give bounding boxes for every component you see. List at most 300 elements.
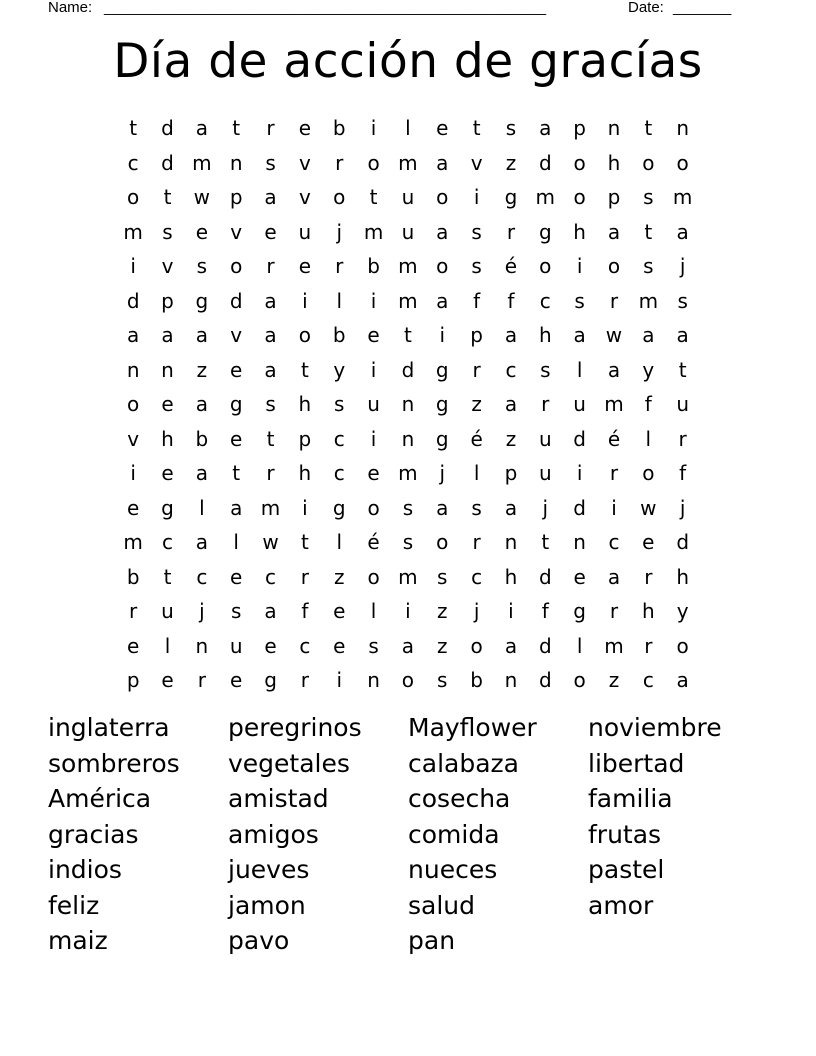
grid-letter: g — [435, 392, 449, 416]
grid-letter: a — [264, 599, 277, 623]
grid-letter: a — [504, 633, 518, 658]
grid-letter: o — [401, 668, 415, 692]
grid-row — [116, 663, 700, 698]
grid-letter: e — [298, 254, 312, 278]
grid-letter: t — [163, 564, 172, 589]
grid-letter: u — [401, 185, 415, 209]
grid-letter: s — [437, 564, 448, 589]
grid-letter: j — [473, 599, 480, 623]
grid-letter: j — [679, 254, 686, 278]
grid-letter: u — [573, 392, 586, 416]
grid-letter: t — [369, 185, 378, 209]
grid-letter: f — [507, 288, 515, 313]
grid-letter: s — [643, 254, 654, 278]
grid-letter: b — [332, 116, 346, 140]
word-list-item: frutas — [588, 819, 662, 849]
grid-letter: p — [470, 323, 483, 347]
grid-letter: e — [161, 461, 174, 485]
grid-letter: b — [332, 323, 346, 347]
grid-letter: m — [363, 219, 384, 244]
grid-letter: g — [229, 392, 243, 416]
grid-letter: w — [193, 185, 211, 209]
grid-letter: z — [196, 357, 208, 382]
grid-letter: a — [539, 116, 552, 140]
grid-letter: s — [643, 185, 654, 209]
grid-row — [116, 387, 700, 422]
grid-letter: h — [298, 392, 312, 416]
word-list-item: sombreros — [48, 748, 180, 778]
grid-letter: t — [232, 116, 241, 140]
grid-letter: e — [230, 564, 243, 589]
grid-letter: t — [472, 116, 481, 140]
grid-letter: t — [678, 357, 687, 382]
grid-letter: t — [163, 185, 172, 209]
grid-letter: a — [607, 564, 621, 589]
grid-letter: a — [264, 288, 277, 313]
grid-letter: i — [302, 495, 308, 520]
grid-letter: a — [504, 495, 518, 520]
word-list-item: amistad — [228, 784, 329, 813]
grid-letter: e — [573, 564, 586, 589]
grid-letter: g — [161, 495, 174, 520]
grid-letter: é — [504, 254, 518, 278]
grid-letter: z — [505, 150, 517, 175]
grid-letter: d — [538, 668, 552, 692]
grid-letter: a — [127, 323, 140, 347]
grid-letter: o — [470, 633, 483, 658]
word-list-item: inglaterra — [48, 713, 170, 742]
date-field-line: _______ — [673, 0, 732, 16]
grid-letter: a — [607, 219, 621, 244]
grid-letter: s — [265, 392, 276, 416]
grid-letter: i — [302, 288, 308, 313]
grid-letter: o — [573, 150, 586, 175]
grid-letter: e — [264, 219, 277, 244]
grid-letter: s — [471, 495, 482, 520]
word-list-item: comida — [408, 819, 500, 849]
grid-letter: t — [644, 219, 653, 244]
grid-letter: c — [471, 564, 483, 589]
word-list-item: vegetales — [228, 748, 350, 778]
grid-letter: s — [334, 392, 345, 416]
grid-letter: u — [538, 461, 552, 485]
grid-letter: r — [300, 564, 309, 589]
grid-letter: n — [607, 116, 621, 140]
grid-row — [116, 491, 700, 526]
word-list-item: jamon — [228, 890, 306, 920]
grid-letter: h — [676, 564, 690, 589]
grid-letter: s — [437, 668, 448, 692]
grid-letter: e — [161, 392, 174, 416]
grid-letter: f — [541, 599, 549, 623]
grid-letter: o — [573, 668, 586, 692]
grid-letter: f — [473, 288, 481, 313]
grid-letter: e — [195, 219, 209, 244]
grid-letter: m — [398, 461, 418, 485]
grid-letter: s — [574, 288, 585, 313]
grid-letter: o — [436, 185, 449, 209]
word-list-item: indios — [48, 855, 122, 884]
grid-letter: l — [405, 116, 411, 140]
grid-letter: c — [505, 357, 517, 382]
grid-letter: e — [230, 357, 243, 382]
grid-letter: o — [127, 392, 140, 416]
grid-letter: n — [229, 150, 243, 175]
grid-letter: v — [230, 323, 243, 347]
grid-letter: a — [676, 668, 689, 692]
grid-row — [116, 215, 700, 250]
grid-letter: r — [472, 530, 481, 554]
grid-letter: y — [333, 357, 346, 382]
grid-letter: v — [298, 150, 311, 175]
grid-letter: r — [129, 599, 138, 623]
grid-letter: m — [260, 495, 281, 520]
grid-letter: o — [333, 185, 346, 209]
grid-letter: s — [162, 219, 173, 244]
grid-letter: z — [333, 564, 345, 589]
grid-letter: v — [470, 150, 483, 175]
grid-letter: d — [538, 564, 552, 589]
grid-letter: f — [301, 599, 309, 623]
grid-letter: i — [439, 323, 446, 347]
grid-row — [116, 456, 700, 491]
grid-letter: z — [505, 426, 517, 451]
grid-letter: a — [504, 323, 518, 347]
grid-letter: m — [398, 564, 418, 589]
grid-letter: b — [470, 668, 483, 692]
grid-letter: c — [333, 461, 345, 485]
grid-letter: n — [676, 116, 690, 140]
grid-letter: l — [370, 599, 377, 623]
word-list-item: nueces — [408, 855, 498, 884]
grid-letter: u — [161, 599, 174, 623]
grid-letter: b — [195, 426, 209, 451]
grid-letter: r — [197, 668, 206, 692]
grid-letter: a — [195, 530, 208, 554]
grid-letter: e — [367, 323, 380, 347]
grid-letter: r — [266, 254, 275, 278]
grid-letter: e — [127, 495, 140, 520]
grid-letter: t — [300, 357, 309, 382]
grid-letter: r — [472, 357, 481, 382]
name-label: Name: — [48, 0, 93, 16]
grid-letter: a — [676, 219, 689, 244]
grid-letter: e — [264, 633, 277, 658]
grid-letter: a — [436, 288, 449, 313]
grid-letter: a — [264, 323, 277, 347]
grid-letter: i — [576, 254, 583, 278]
grid-letter: e — [127, 633, 140, 658]
grid-letter: i — [370, 426, 377, 451]
grid-letter: d — [538, 633, 552, 658]
grid-letter: f — [644, 392, 652, 416]
grid-letter: h — [298, 461, 312, 485]
grid-letter: m — [638, 288, 659, 313]
grid-letter: u — [401, 219, 415, 244]
grid-letter: t — [129, 116, 138, 140]
grid-letter: v — [127, 426, 140, 451]
grid-letter: c — [608, 530, 620, 554]
grid-letter: c — [127, 150, 139, 175]
grid-letter: e — [230, 668, 243, 692]
grid-letter: o — [607, 254, 621, 278]
grid-letter: m — [123, 219, 143, 244]
grid-letter: d — [401, 357, 415, 382]
grid-letter: s — [402, 495, 414, 520]
grid-letter: e — [367, 461, 380, 485]
grid-letter: r — [266, 116, 275, 140]
grid-letter: m — [398, 288, 418, 313]
grid-letter: o — [127, 185, 140, 209]
grid-letter: u — [367, 392, 380, 416]
grid-letter: o — [230, 254, 243, 278]
grid-letter: s — [368, 633, 379, 658]
grid-letter: z — [471, 392, 482, 416]
grid-letter: s — [471, 254, 482, 278]
page-title: Día de acción de gracías — [113, 34, 703, 89]
grid-letter: u — [229, 633, 243, 658]
word-list-item: familia — [588, 784, 673, 813]
grid-letter: y — [642, 357, 655, 382]
grid-row — [116, 560, 700, 595]
grid-letter: p — [126, 668, 140, 692]
grid-letter: o — [367, 150, 380, 175]
grid-letter: n — [126, 357, 140, 382]
grid-letter: o — [676, 150, 689, 175]
grid-letter: a — [264, 357, 277, 382]
grid-letter: r — [541, 392, 550, 416]
grid-letter: a — [195, 323, 208, 347]
grid-letter: é — [470, 426, 483, 451]
name-field-line: _____________________________________________________ — [104, 0, 547, 16]
grid-letter: j — [439, 461, 446, 485]
grid-letter: d — [161, 150, 174, 175]
grid-letter: i — [473, 185, 480, 209]
grid-letter: h — [161, 426, 174, 451]
grid-letter: g — [332, 495, 346, 520]
word-list — [48, 710, 768, 959]
grid-letter: n — [504, 530, 518, 554]
grid-letter: r — [335, 150, 344, 175]
grid-letter: d — [126, 288, 140, 313]
grid-letter: i — [370, 288, 377, 313]
grid-row — [116, 525, 700, 560]
grid-letter: h — [538, 323, 552, 347]
grid-letter: a — [161, 323, 174, 347]
grid-letter: s — [196, 254, 208, 278]
grid-letter: t — [266, 426, 275, 451]
grid-letter: d — [161, 116, 174, 140]
grid-letter: c — [162, 530, 174, 554]
word-list-item: noviembre — [588, 713, 722, 742]
grid-letter: t — [300, 530, 309, 554]
grid-letter: o — [367, 495, 380, 520]
grid-letter: t — [541, 530, 550, 554]
grid-letter: v — [298, 185, 311, 209]
grid-letter: e — [161, 668, 174, 692]
word-list-item: salud — [408, 890, 476, 920]
grid-letter: n — [573, 530, 586, 554]
grid-letter: a — [436, 495, 449, 520]
grid-letter: w — [605, 323, 623, 347]
grid-letter: r — [609, 461, 619, 485]
grid-row — [116, 111, 700, 146]
grid-letter: w — [640, 495, 657, 520]
word-list-item: libertad — [588, 748, 685, 778]
grid-row — [116, 629, 700, 664]
grid-letter: a — [195, 116, 208, 140]
word-list-item: peregrinos — [228, 713, 362, 742]
grid-letter: r — [609, 288, 619, 313]
grid-letter: n — [401, 392, 415, 416]
word-list-item: pastel — [588, 855, 665, 884]
date-label: Date: — [628, 0, 664, 16]
grid-letter: t — [644, 116, 653, 140]
grid-letter: é — [367, 530, 380, 554]
grid-letter: l — [336, 530, 343, 554]
grid-letter: g — [195, 288, 209, 313]
grid-letter: h — [607, 150, 621, 175]
grid-letter: m — [604, 392, 624, 416]
grid-letter: s — [265, 150, 276, 175]
grid-letter: s — [471, 219, 482, 244]
grid-letter: b — [367, 254, 380, 278]
grid-letter: a — [264, 185, 277, 209]
word-list-item: amor — [588, 890, 654, 920]
word-list-item: jueves — [228, 855, 310, 884]
grid-letter: g — [435, 426, 449, 451]
word-list-item: maiz — [48, 926, 108, 955]
grid-letter: v — [230, 219, 243, 244]
word-list-item: cosecha — [408, 784, 511, 813]
grid-letter: j — [679, 495, 686, 520]
grid-row — [116, 146, 700, 181]
grid-letter: a — [573, 323, 586, 347]
grid-letter: i — [370, 116, 377, 140]
word-list-item: amigos — [228, 819, 319, 849]
grid-row — [116, 180, 700, 215]
grid-letter: h — [573, 219, 586, 244]
grid-letter: r — [300, 668, 309, 692]
grid-letter: i — [405, 599, 411, 623]
grid-letter: a — [607, 357, 621, 382]
grid-letter: g — [504, 185, 518, 209]
grid-letter: m — [398, 150, 418, 175]
grid-letter: m — [123, 530, 143, 554]
grid-letter: d — [676, 530, 690, 554]
grid-letter: e — [642, 530, 655, 554]
grid-letter: l — [164, 633, 171, 658]
grid-letter: r — [644, 633, 653, 658]
grid-letter: c — [333, 426, 345, 451]
grid-letter: m — [192, 150, 212, 175]
grid-row — [116, 284, 700, 319]
grid-letter: p — [573, 116, 586, 140]
grid-letter: t — [404, 323, 412, 347]
grid-letter: r — [609, 599, 619, 623]
grid-letter: n — [195, 633, 209, 658]
grid-letter: g — [264, 668, 277, 692]
grid-letter: a — [230, 495, 243, 520]
grid-letter: b — [126, 564, 140, 589]
grid-letter: p — [161, 288, 174, 313]
grid-letter: s — [505, 116, 517, 140]
grid-letter: z — [608, 668, 620, 692]
grid-row — [116, 353, 700, 388]
grid-letter: d — [229, 288, 243, 313]
grid-letter: n — [367, 668, 380, 692]
grid-letter: e — [436, 116, 449, 140]
grid-letter: a — [504, 392, 518, 416]
grid-letter: s — [540, 357, 551, 382]
grid-letter: s — [230, 599, 242, 623]
grid-letter: j — [336, 219, 343, 244]
grid-letter: g — [435, 357, 449, 382]
grid-row — [116, 422, 700, 457]
grid-letter: r — [335, 254, 344, 278]
grid-letter: r — [266, 461, 275, 485]
grid-letter: a — [195, 461, 208, 485]
word-list-item: Mayflower — [408, 713, 537, 742]
grid-letter: m — [398, 254, 418, 278]
grid-letter: m — [535, 185, 556, 209]
grid-row — [116, 249, 700, 284]
word-list-item: pan — [408, 926, 456, 955]
grid-letter: g — [538, 219, 552, 244]
grid-letter: n — [161, 357, 174, 382]
grid-letter: g — [573, 599, 586, 623]
grid-letter: c — [539, 288, 551, 313]
grid-letter: o — [642, 150, 655, 175]
word-list-item: gracias — [48, 819, 139, 849]
grid-letter: i — [130, 254, 136, 278]
word-list-item: calabaza — [408, 748, 519, 778]
grid-letter: e — [333, 633, 346, 658]
grid-letter: i — [130, 461, 136, 485]
grid-letter: a — [436, 150, 449, 175]
letter-grid — [116, 111, 700, 698]
grid-letter: o — [642, 461, 655, 485]
grid-letter: e — [333, 599, 346, 623]
header-line — [48, 0, 748, 18]
grid-letter: v — [161, 254, 174, 278]
grid-letter: z — [437, 633, 448, 658]
grid-letter: c — [642, 668, 654, 692]
grid-letter: o — [298, 323, 312, 347]
grid-letter: o — [436, 530, 449, 554]
grid-letter: l — [199, 495, 205, 520]
grid-letter: i — [508, 599, 514, 623]
grid-letter: r — [506, 219, 516, 244]
grid-letter: a — [642, 323, 655, 347]
grid-letter: l — [336, 288, 343, 313]
grid-letter: c — [265, 564, 277, 589]
grid-letter: h — [641, 599, 655, 623]
grid-letter: r — [678, 426, 687, 451]
grid-letter: j — [542, 495, 549, 520]
grid-letter: r — [644, 564, 653, 589]
grid-letter: a — [676, 323, 689, 347]
grid-letter: s — [677, 288, 688, 313]
grid-letter: j — [199, 599, 205, 623]
grid-letter: i — [336, 668, 343, 692]
word-list-item: pavo — [228, 926, 290, 955]
grid-letter: é — [607, 426, 621, 451]
grid-letter: c — [196, 564, 208, 589]
grid-letter: n — [401, 426, 415, 451]
grid-row — [116, 318, 700, 353]
grid-letter: i — [370, 357, 377, 382]
